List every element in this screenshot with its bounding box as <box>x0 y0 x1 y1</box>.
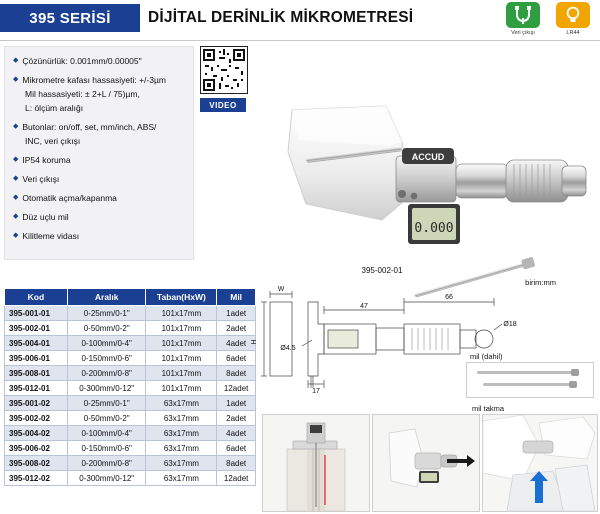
page-title: DİJİTAL DERİNLİK MİKROMETRESİ <box>148 9 414 26</box>
cell-taban: 101x17mm <box>146 336 217 351</box>
table-row <box>5 426 256 441</box>
feature-label: Düz uçlu mil <box>22 212 69 222</box>
feature-item <box>13 55 185 67</box>
table-row <box>5 321 256 336</box>
usage-panel-2 <box>372 414 480 512</box>
feature-item <box>13 230 185 242</box>
cell-taban: 63x17mm <box>146 471 217 486</box>
bullet-icon: ◆ <box>13 156 19 163</box>
cell-taban: 63x17mm <box>146 456 217 471</box>
table-row <box>5 306 256 321</box>
mil-dahil-box <box>466 362 594 398</box>
badge-data-output-label: Veri çıkışı <box>511 30 535 36</box>
feature-label: Çözünürlük: 0.001mm/0.00005" <box>22 56 142 66</box>
cell-taban: 101x17mm <box>146 381 217 396</box>
badge-battery <box>552 2 594 36</box>
cell-aralik: 0-50mm/0-2" <box>67 411 146 426</box>
dim-w-label: W <box>277 286 285 293</box>
cell-aralik: 0-25mm/0-1" <box>67 396 146 411</box>
cell-taban: 101x17mm <box>146 306 217 321</box>
dim-h-label: H <box>251 339 258 345</box>
measuring-step-illustration <box>263 415 369 511</box>
feature-label: Kilitleme vidası <box>22 231 80 241</box>
cell-taban: 101x17mm <box>146 321 217 336</box>
cell-mil: 6adet <box>217 351 256 366</box>
badge-data-output <box>502 2 544 36</box>
page-header <box>0 0 600 40</box>
cell-mil: 1adet <box>217 396 256 411</box>
feature-subline: L: ölçüm aralığı <box>25 103 84 113</box>
feature-subline: INC, veri çıkışı <box>25 136 81 146</box>
series-badge: 395 SERİSİ <box>0 4 140 32</box>
cell-kod: 395-002-01 <box>5 321 68 336</box>
cell-mil: 4adet <box>217 426 256 441</box>
cell-aralik: 0-200mm/0-8" <box>67 456 146 471</box>
cell-mil: 12adet <box>217 381 256 396</box>
brand-text: ACCUD <box>411 152 445 162</box>
dim-17-label: 17 <box>312 388 320 395</box>
cell-mil: 12adet <box>217 471 256 486</box>
table-body <box>5 306 256 486</box>
qr-code-icon[interactable] <box>200 46 248 94</box>
feature-item <box>13 74 185 86</box>
cell-aralik: 0-100mm/0-4" <box>67 426 146 441</box>
cell-mil: 6adet <box>217 441 256 456</box>
cell-kod: 395-001-01 <box>5 306 68 321</box>
rods-illustration <box>467 363 591 395</box>
cell-aralik: 0-150mm/0-6" <box>67 351 146 366</box>
feature-label: Mikrometre kafası hassasiyeti: +/-3µm <box>22 75 166 85</box>
cell-taban: 101x17mm <box>146 351 217 366</box>
cell-kod: 395-004-02 <box>5 426 68 441</box>
cell-mil: 4adet <box>217 336 256 351</box>
product-photo <box>262 44 596 264</box>
cell-aralik: 0-200mm/0-8" <box>67 366 146 381</box>
cell-taban: 63x17mm <box>146 441 217 456</box>
feature-subline: Mil hassasiyeti: ± 2+L / 75)µm, <box>25 89 140 99</box>
table-row <box>5 441 256 456</box>
table-header-row <box>5 289 256 306</box>
cell-mil: 1adet <box>217 306 256 321</box>
feature-item <box>13 173 185 185</box>
cell-mil: 8adet <box>217 456 256 471</box>
col-aralik: Aralık <box>67 289 146 306</box>
cell-aralik: 0-300mm/0-12" <box>67 381 146 396</box>
feature-label: Butonlar: on/off, set, mm/inch, ABS/ <box>22 122 157 132</box>
feature-item <box>13 192 185 204</box>
dim-66-label: 66 <box>445 294 453 301</box>
dim-phi45-label: Ø4.5 <box>280 345 296 352</box>
feature-label: Veri çıkışı <box>22 174 60 184</box>
table-row <box>5 336 256 351</box>
cell-aralik: 0-50mm/0-2" <box>67 321 146 336</box>
connector-icon <box>513 6 533 24</box>
cell-mil: 2adet <box>217 411 256 426</box>
bullet-icon: ◆ <box>13 76 19 83</box>
feature-badges <box>502 2 594 36</box>
col-mil: Mil <box>217 289 256 306</box>
cell-aralik: 0-25mm/0-1" <box>67 306 146 321</box>
cell-kod: 395-002-02 <box>5 411 68 426</box>
depth-micrometer-illustration <box>262 44 596 264</box>
bullet-icon: ◆ <box>13 213 19 220</box>
feature-item <box>13 211 185 223</box>
feature-label: Otomatik açma/kapanma <box>22 193 117 203</box>
bullet-icon: ◆ <box>13 194 19 201</box>
bullet-icon: ◆ <box>13 57 19 64</box>
photo-caption: 395-002-01 <box>361 266 403 275</box>
product-table <box>4 288 256 486</box>
dim-phi18-label: Ø18 <box>503 321 517 328</box>
cell-kod: 395-008-02 <box>5 456 68 471</box>
table-row <box>5 351 256 366</box>
cell-taban: 63x17mm <box>146 426 217 441</box>
specs-table <box>4 288 256 486</box>
qr-block[interactable] <box>200 46 256 112</box>
table-row <box>5 396 256 411</box>
data-output-icon <box>506 2 540 28</box>
features-box <box>4 46 194 260</box>
cell-kod: 395-012-01 <box>5 381 68 396</box>
header-divider <box>0 40 600 41</box>
cell-aralik: 0-100mm/0-4" <box>67 336 146 351</box>
table-row <box>5 456 256 471</box>
table-row <box>5 471 256 486</box>
cell-kod: 395-008-01 <box>5 366 68 381</box>
cell-mil: 2adet <box>217 321 256 336</box>
table-row <box>5 366 256 381</box>
cell-kod: 395-001-02 <box>5 396 68 411</box>
bullet-icon: ◆ <box>13 123 19 130</box>
cell-kod: 395-006-02 <box>5 441 68 456</box>
usage-panels <box>262 414 596 510</box>
table-row <box>5 411 256 426</box>
bullet-icon: ◆ <box>13 232 19 239</box>
bullet-icon: ◆ <box>13 175 19 182</box>
dim-47-label: 47 <box>360 303 368 310</box>
bulb-icon <box>564 6 582 24</box>
cell-mil: 8adet <box>217 366 256 381</box>
hands-assembly-illustration <box>483 415 597 511</box>
cell-taban: 63x17mm <box>146 411 217 426</box>
rod-insertion-illustration <box>373 415 479 511</box>
col-kod: Kod <box>5 289 68 306</box>
mil-takma-label: mil takma <box>472 404 505 413</box>
cell-kod: 395-004-01 <box>5 336 68 351</box>
cell-taban: 63x17mm <box>146 396 217 411</box>
col-taban: Taban(HxW) <box>146 289 217 306</box>
battery-icon <box>556 2 590 28</box>
unit-note: birim:mm <box>525 278 556 287</box>
mil-dahil-label: mil (dahil) <box>470 352 503 361</box>
usage-panel-3 <box>482 414 598 512</box>
cell-taban: 101x17mm <box>146 366 217 381</box>
feature-label: IP54 koruma <box>22 155 71 165</box>
usage-panel-1 <box>262 414 370 512</box>
video-button[interactable]: VIDEO <box>200 98 246 112</box>
lcd-value: 0.000 <box>414 221 454 236</box>
cell-kod: 395-012-02 <box>5 471 68 486</box>
badge-battery-label: LR44 <box>566 30 580 36</box>
feature-item <box>13 154 185 166</box>
cell-aralik: 0-300mm/0-12" <box>67 471 146 486</box>
cell-kod: 395-006-01 <box>5 351 68 366</box>
cell-aralik: 0-150mm/0-6" <box>67 441 146 456</box>
feature-item <box>13 121 185 133</box>
table-row <box>5 381 256 396</box>
